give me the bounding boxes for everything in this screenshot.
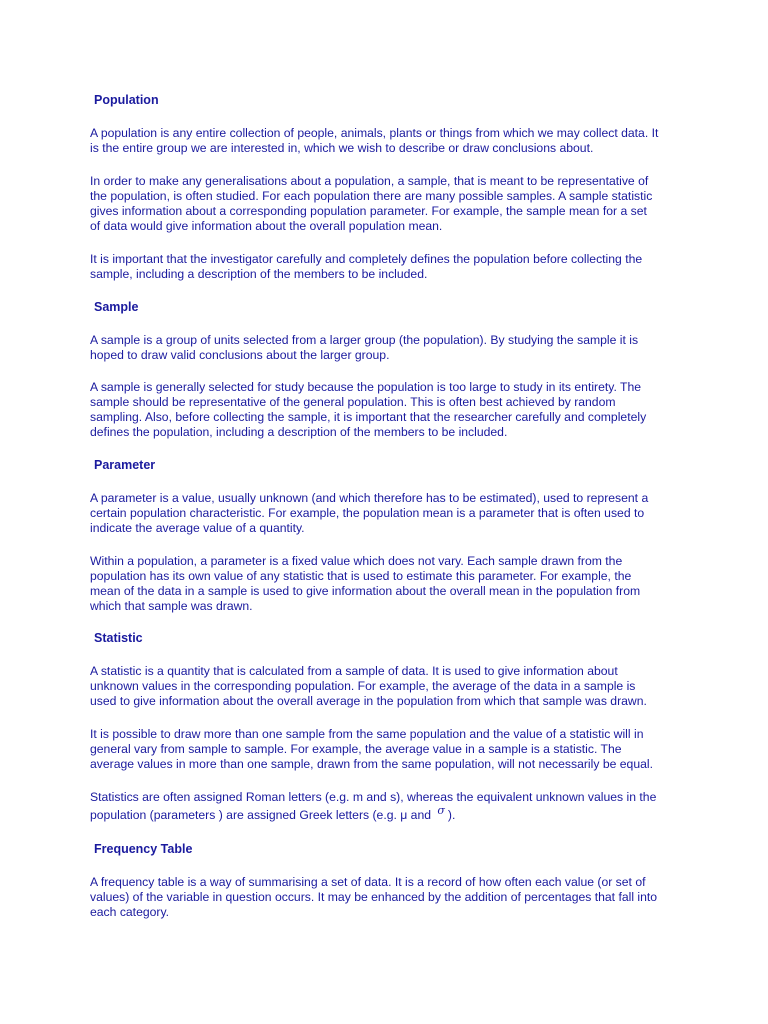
population-paragraph-1: A population is any entire collection of people, animals, plants or things from which we may collect data. It is the entire group we are interested in, which we wish to describe or draw conclusions about. — [90, 126, 659, 155]
heading-population: Population — [94, 93, 159, 107]
sigma-symbol: σ — [437, 804, 445, 817]
population-paragraph-2: In order to make any generalisations about a population, a sample, that is meant to be representative of the population, is often studied. For each population there are many possible samples. A sample statistic gives information about a corresponding population parameter. For example, the sample mean for a set of data would give information about the overall population mean. — [90, 174, 653, 233]
heading-parameter: Parameter — [94, 458, 156, 472]
statistic-paragraph-1: A statistic is a quantity that is calculated from a sample of data. It is used to give information about unknown values in the corresponding population. For example, the average of the data in a sample is used to give information about the overall average in the population from which that sample was drawn. — [90, 664, 647, 708]
statistic-paragraph-2: It is possible to draw more than one sample from the same population and the value of a statistic will in general vary from sample to sample. For example, the average value in a sample is a statistic. The average values in more than one sample, drawn from the same population, will not necessarily be equal. — [90, 727, 653, 771]
greek-letters-text: population (parameters ) are assigned Greek letters (e.g. μ and — [90, 808, 432, 822]
sample-paragraph-2: A sample is generally selected for study because the population is too large to study in its entirety. The sample should be representative of the general population. This is often best achieved by random sampling. Also, before collecting the sample, it is important that the researcher carefully and completely defines the population, including a description of the members to be included. — [90, 380, 647, 439]
closing-text: ). — [447, 808, 456, 822]
heading-frequency-table: Frequency Table — [94, 842, 193, 856]
statistic-paragraph-3: Statistics are often assigned Roman letters (e.g. m and s), whereas the equivalent unknown values in the population (parameters ) are assigned Greek letters (e.g. μ and σ ). — [90, 790, 657, 822]
heading-sample: Sample — [94, 300, 139, 314]
population-paragraph-3: It is important that the investigator carefully and completely defines the population before collecting the sample, including a description of the members to be included. — [90, 252, 643, 281]
sample-paragraph-1: A sample is a group of units selected from a larger group (the population). By studying the sample it is hoped to draw valid conclusions about the larger group. — [90, 333, 639, 362]
heading-statistic: Statistic — [94, 631, 143, 645]
frequency-table-paragraph-1: A frequency table is a way of summarising a set of data. It is a record of how often each value (or set of values) of the variable in question occurs. It may be enhanced by the addition of percentages that fall into each category. — [90, 875, 658, 919]
parameter-paragraph-2: Within a population, a parameter is a fixed value which does not vary. Each sample drawn from the population has its own value of any statistic that is used to estimate this parameter. For example, the mean of the data in a sample is used to give information about the overall mean in the population from which that sample was drawn. — [90, 554, 641, 613]
parameter-paragraph-1: A parameter is a value, usually unknown (and which therefore has to be estimated), used to represent a certain population characteristic. For example, the population mean is a parameter that is often used to indicate the average value of a quantity. — [90, 491, 649, 535]
